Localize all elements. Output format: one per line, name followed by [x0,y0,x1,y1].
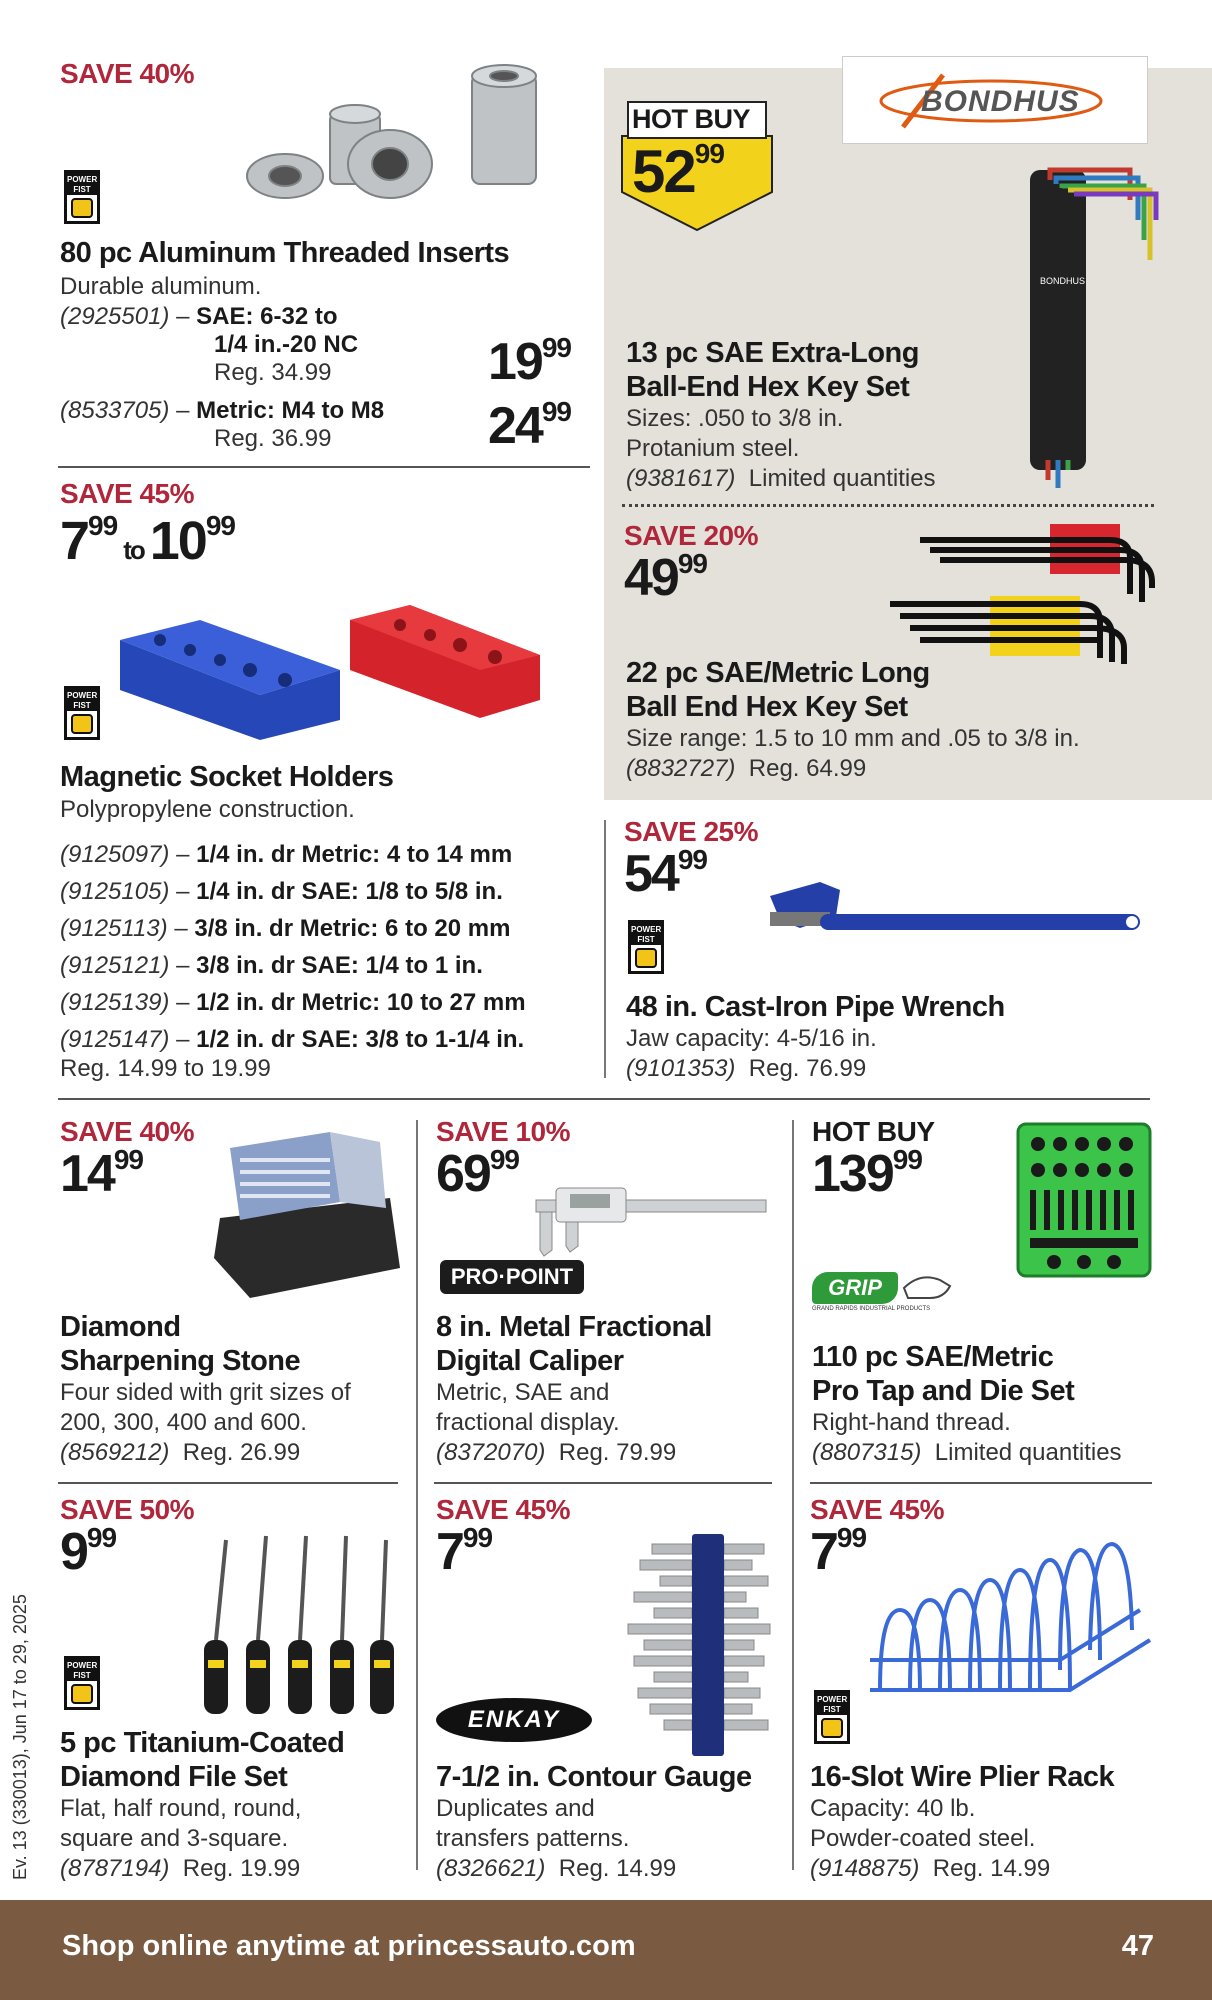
power-fist-logo: POWER FIST [814,1690,850,1744]
enkay-logo: ENKAY [436,1698,592,1742]
product-title: Diamond [60,1311,181,1343]
sku: (9101353) [626,1055,736,1082]
sku-row: (9381617) Limited quantities [626,465,936,492]
price: $49^{99}$ [624,548,707,607]
sku: (9148875) [810,1855,920,1882]
product-title: Diamond File Set [60,1761,288,1793]
product-description: Durable aluminum. [60,273,262,300]
product-description: Polypropylene construction. [60,796,355,823]
sku-row: (9101353) Reg. 76.99 [626,1055,867,1082]
sku-row: (8807315) Limited quantities [812,1439,1122,1466]
product-title: Ball-End Hex Key Set [626,371,910,403]
file-set-image [196,1530,396,1720]
product-description: Capacity: 40 lb. [810,1795,976,1822]
power-fist-logo: POWER FIST [64,170,100,224]
svg-text:BONDHUS: BONDHUS [1040,276,1086,286]
tap-die-set-image [1014,1120,1154,1280]
sku-row: (8326621) Reg. 14.99 [436,1855,677,1882]
threaded-inserts-image [240,64,570,224]
save-badge: SAVE 20% [624,520,758,551]
variant-row: (9125105) – 1/4 in. dr SAE: 1/8 to 5/8 in. [60,878,503,905]
caliper-image [526,1180,776,1260]
save-badge: SAVE 10% [436,1116,570,1147]
save-badge: SAVE 40% [60,58,194,89]
sku: (8787194) [60,1855,170,1882]
hot-buy-label: HOT BUY [812,1116,935,1147]
product-title: 5 pc Titanium-Coated [60,1727,345,1759]
regular-price: Reg. 34.99 [214,359,332,386]
variant-row: (8533705) – Metric: M4 to M8 [60,397,385,424]
sku-row: (8372070) Reg. 79.99 [436,1439,677,1466]
power-fist-logo: POWER FIST [64,1656,100,1710]
variant-row: (9125113) – 3/8 in. dr Metric: 6 to 20 mm [60,915,511,942]
sku: (9381617) [626,465,736,492]
socket-holders-image [110,600,550,740]
price: $7^{99}$ [810,1522,867,1581]
save-badge: SAVE 45% [810,1494,944,1525]
product-description: Protanium steel. [626,435,800,462]
product-description: Size range: 1.5 to 10 mm and .05 to 3/8 in. [626,725,1080,752]
product-description: 200, 300, 400 and 600. [60,1409,307,1436]
divider [58,466,590,468]
power-fist-logo: POWER FIST [64,686,100,740]
pipe-wrench-image [760,876,1160,966]
price: $54^{99}$ [624,844,707,903]
grip-logo: GRIP GRAND RAPIDS INDUSTRIAL PRODUCTS [812,1272,962,1318]
price: $19^{99}$ [488,332,571,391]
product-title: 110 pc SAE/Metric [812,1341,1054,1373]
divider [58,1098,1150,1100]
product-description: transfers patterns. [436,1825,630,1852]
variant-list [60,836,526,1058]
product-title: 48 in. Cast-Iron Pipe Wrench [626,991,1005,1023]
product-title: 8 in. Metal Fractional [436,1311,712,1343]
edition-label: Ev. 13 (330013), Jun 17 to 29, 2025 [10,1594,30,1880]
sku: (8807315) [812,1439,922,1466]
product-title: Sharpening Stone [60,1345,301,1377]
sku-row: (8832727) Reg. 64.99 [626,755,867,782]
plier-rack-image [860,1540,1160,1710]
sku-row: (8569212) Reg. 26.99 [60,1439,301,1466]
variant-row: (9125121) – 3/8 in. dr SAE: 1/4 to 1 in. [60,952,483,979]
variant-row: (9125139) – 1/2 in. dr Metric: 10 to 27 mm [60,989,526,1016]
price: $14^{99}$ [60,1144,143,1203]
product-title: Magnetic Socket Holders [60,761,394,793]
save-badge: SAVE 40% [60,1116,194,1147]
regular-price: Reg. 36.99 [214,425,332,452]
sku: (8326621) [436,1855,546,1882]
sku: (8832727) [626,755,736,782]
page-number: 47 [1121,1930,1154,1962]
variant-row: (9125097) – 1/4 in. dr Metric: 4 to 14 mm [60,841,513,868]
product-description: Metric, SAE and [436,1379,610,1406]
sku: (8569212) [60,1439,170,1466]
product-description: Powder-coated steel. [810,1825,1036,1852]
divider [810,1482,1152,1484]
product-title: 7-1/2 in. Contour Gauge [436,1761,752,1793]
sku-row: (8787194) Reg. 19.99 [60,1855,301,1882]
price-range: $7^{99}to$ $10^{99}$ [60,510,235,571]
variant-row: (9125147) – 1/2 in. dr SAE: 3/8 to 1-1/4 in. [60,1026,525,1053]
sku: (2925501) [60,303,170,330]
footer-link[interactable]: Shop online anytime at princessauto.com [62,1930,636,1962]
product-description: square and 3-square. [60,1825,289,1852]
product-description: Duplicates and [436,1795,595,1822]
product-title: Ball End Hex Key Set [626,691,908,723]
save-badge: SAVE 45% [436,1494,570,1525]
product-description: Right-hand thread. [812,1409,1011,1436]
divider [792,1120,794,1870]
variant-row: (2925501) – SAE: 6-32 to [60,303,338,330]
divider [434,1482,772,1484]
power-fist-logo: POWER FIST [628,920,664,974]
product-title: 80 pc Aluminum Threaded Inserts [60,237,510,269]
hex-key-set-image [880,518,1170,668]
sharpening-stone-image [200,1128,410,1298]
product-title: 22 pc SAE/Metric Long [626,657,930,689]
divider [58,1482,398,1484]
price: $69^{99}$ [436,1144,519,1203]
regular-price: Reg. 14.99 to 19.99 [60,1055,271,1082]
sku-row: (9148875) Reg. 14.99 [810,1855,1051,1882]
price: $24^{99}$ [488,396,571,455]
product-description: Sizes: .050 to 3/8 in. [626,405,844,432]
price: $139^{99}$ [812,1144,922,1203]
product-title: 13 pc SAE Extra-Long [626,337,919,369]
product-description: Flat, half round, round, [60,1795,302,1822]
hex-key-set-image [1020,160,1160,490]
product-description: fractional display. [436,1409,620,1436]
sku: (8372070) [436,1439,546,1466]
variant-spec: 1/4 in.-20 NC [214,331,359,358]
save-badge: SAVE 50% [60,1494,194,1525]
bondhus-logo: BONDHUS [842,56,1148,144]
divider [604,820,606,1078]
contour-gauge-image [624,1530,774,1760]
product-description: Jaw capacity: 4-5/16 in. [626,1025,877,1052]
product-title: Pro Tap and Die Set [812,1375,1075,1407]
divider [416,1120,418,1870]
product-description: Four sided with grit sizes of [60,1379,351,1406]
dotted-divider [622,504,1154,507]
sku: (8533705) [60,397,170,424]
footer [0,1900,1212,2000]
hot-buy-badge: HOT BUY $52^{99}$ [618,100,776,232]
save-badge: SAVE 45% [60,478,194,509]
product-title: Digital Caliper [436,1345,624,1377]
price: $7^{99}$ [436,1522,493,1581]
save-badge: SAVE 25% [624,816,758,847]
pro-point-logo: PRO·POINT [440,1260,584,1294]
price: $9^{99}$ [60,1522,117,1581]
product-title: 16-Slot Wire Plier Rack [810,1761,1115,1793]
